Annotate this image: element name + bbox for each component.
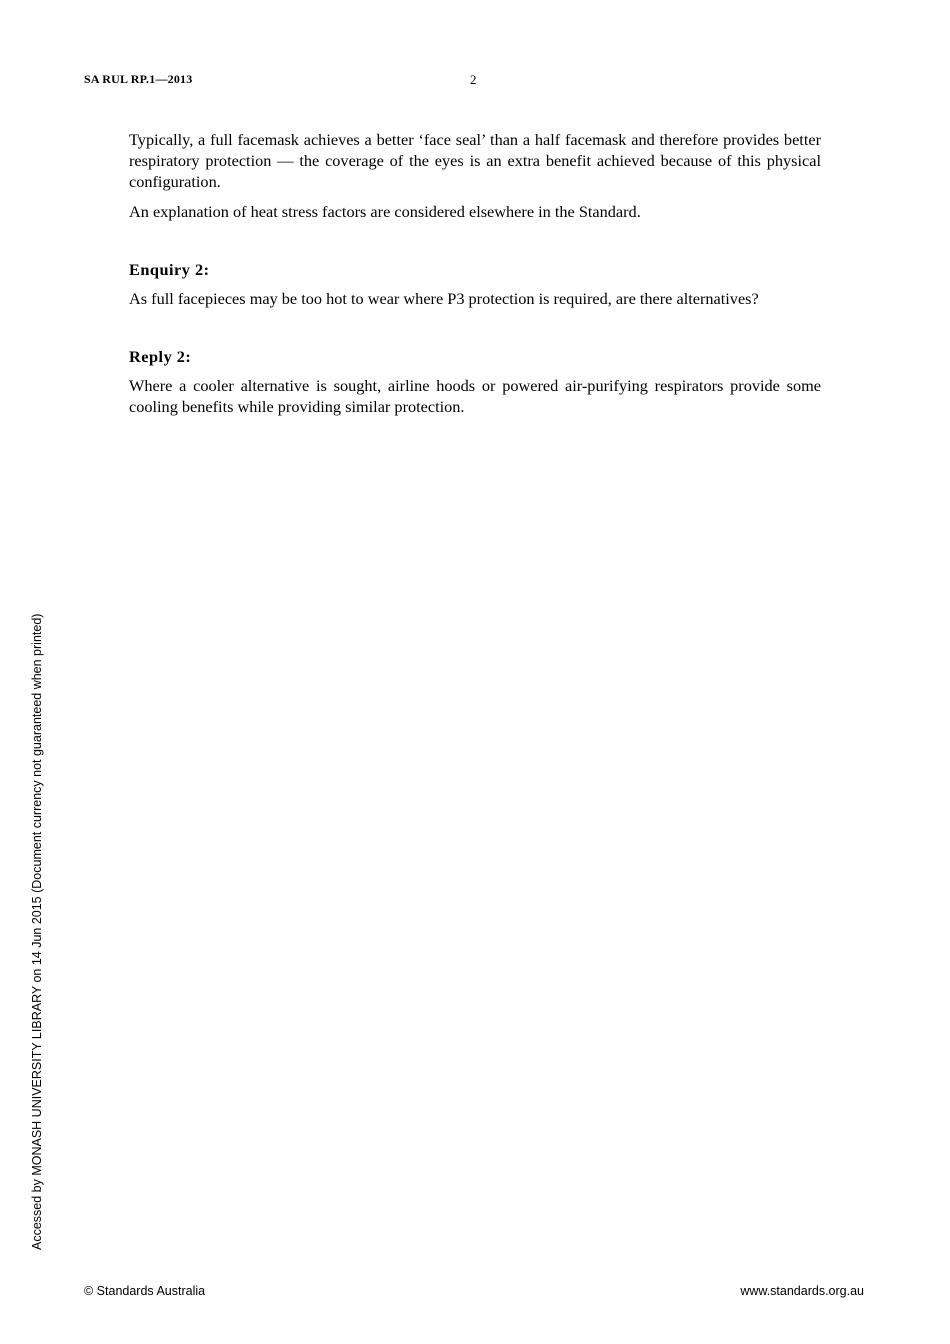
footer-copyright: © Standards Australia [84,1284,206,1298]
footer-website: www.standards.org.au [740,1284,864,1298]
paragraph-face-seal: Typically, a full facemask achieves a better ‘face seal’ than a half facemask and therefore provides better respiratory protection — the coverage of the eyes is an extra benefit achieved because of this physical configuration. [129,130,821,191]
reply-heading: Reply 2: [129,347,192,366]
access-watermark-note: Accessed by MONASH UNIVERSITY LIBRARY on 14 Jun 2015 (Document currency not guaranteed when printed) [30,613,44,1250]
main-content [129,129,821,426]
reply-text: Where a cooler alternative is sought, airline hoods or powered air-purifying respirators provide some cooling benefits while providing similar protection. [129,376,821,416]
document-code: SA RUL RP.1—2013 [84,72,193,86]
paragraph-heat-stress: An explanation of heat stress factors are considered elsewhere in the Standard. [129,202,641,221]
enquiry-text: As full facepieces may be too hot to wear where P3 protection is required, are there alternatives? [129,289,759,308]
page-number: 2 [470,72,477,87]
enquiry-heading: Enquiry 2: [129,260,210,279]
